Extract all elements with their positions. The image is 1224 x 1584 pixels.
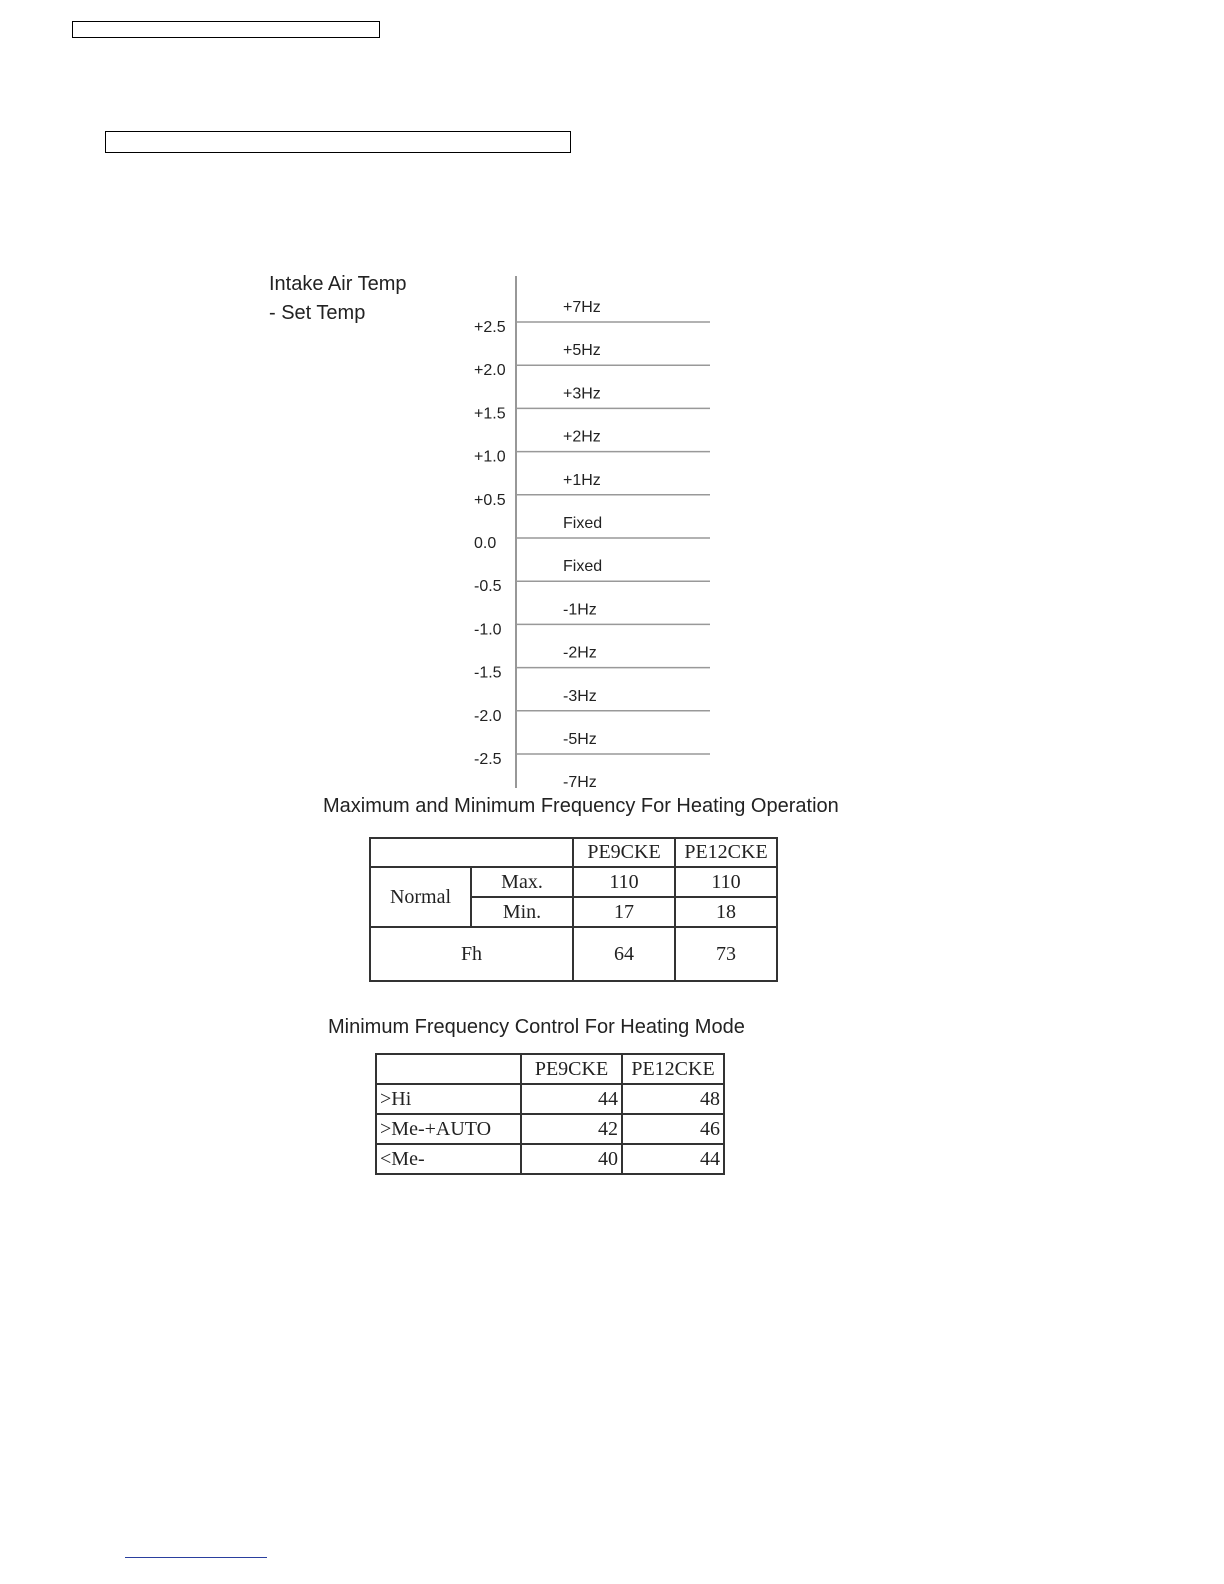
table1-caption: Maximum and Minimum Frequency For Heating Operation: [323, 795, 839, 817]
frequency-band-label: -5Hz: [563, 731, 597, 748]
table1-corner-cell: [370, 838, 573, 867]
table2-corner-cell: [376, 1054, 521, 1084]
table1-min-pe9cke: 17: [573, 897, 675, 927]
diagram-title-line2: - Set Temp: [269, 302, 366, 324]
frequency-band-label: -3Hz: [563, 687, 597, 705]
threshold-label: -2.5: [474, 751, 502, 768]
threshold-label: +2.5: [474, 319, 506, 336]
threshold-label: +0.5: [474, 491, 506, 509]
frequency-band-label: +5Hz: [563, 342, 601, 360]
table1-fh-pe12cke: 73: [675, 927, 777, 981]
table1-max-pe9cke: 110: [573, 867, 675, 897]
table2-pe9cke-value: 42: [521, 1114, 622, 1144]
table1-normal-label: Normal: [370, 867, 471, 927]
frequency-band-label: +2Hz: [563, 428, 601, 446]
threshold-label: 0.0: [474, 535, 497, 552]
max-min-frequency-table: [369, 837, 778, 982]
threshold-label: +1.0: [474, 448, 506, 466]
table2-pe12cke-value: 46: [622, 1114, 724, 1144]
table1-min-label: Min.: [471, 897, 573, 927]
table1-fh-pe9cke: 64: [573, 927, 675, 981]
table2-col-pe9cke: PE9CKE: [521, 1054, 622, 1084]
table1-col-pe12cke: PE12CKE: [675, 838, 777, 867]
table2-pe12cke-value: 44: [622, 1144, 724, 1174]
table1-col-pe9cke: PE9CKE: [573, 838, 675, 867]
frequency-band-label: +1Hz: [563, 471, 601, 489]
frequency-band-label: -7Hz: [563, 774, 597, 792]
table2-col-pe12cke: PE12CKE: [622, 1054, 724, 1084]
threshold-label: +1.5: [474, 405, 506, 423]
diagram-title-line1: Intake Air Temp: [269, 273, 407, 295]
min-frequency-control-table: [375, 1053, 725, 1175]
table-row: [376, 1144, 724, 1174]
frequency-band-label: +3Hz: [563, 385, 601, 403]
frequency-band-label: -2Hz: [563, 644, 597, 662]
table2-caption: Minimum Frequency Control For Heating Mode: [328, 1016, 745, 1038]
frequency-band-label: -1Hz: [563, 601, 597, 619]
table1-fh-label: Fh: [370, 927, 573, 981]
threshold-label: -1.5: [474, 664, 502, 682]
table2-row-label: >Hi: [376, 1084, 521, 1114]
table1-max-pe12cke: 110: [675, 867, 777, 897]
table2-row-label: <Me-: [376, 1144, 521, 1174]
footer-link-underline: [125, 1557, 267, 1558]
table1-min-pe12cke: 18: [675, 897, 777, 927]
table2-pe9cke-value: 40: [521, 1144, 622, 1174]
table1-max-label: Max.: [471, 867, 573, 897]
table2-pe9cke-value: 44: [521, 1084, 622, 1114]
frequency-band-label: Fixed: [563, 515, 603, 532]
threshold-label: -1.0: [474, 621, 502, 639]
table2-row-label: >Me-+AUTO: [376, 1114, 521, 1144]
table-row: [376, 1114, 724, 1144]
table2-pe12cke-value: 48: [622, 1084, 724, 1114]
threshold-label: +2.0: [474, 362, 506, 380]
threshold-label: -0.5: [474, 578, 502, 596]
frequency-band-label: +7Hz: [563, 299, 601, 316]
threshold-label: -2.0: [474, 707, 502, 725]
frequency-band-label: Fixed: [563, 558, 603, 576]
table-row: [376, 1084, 724, 1114]
